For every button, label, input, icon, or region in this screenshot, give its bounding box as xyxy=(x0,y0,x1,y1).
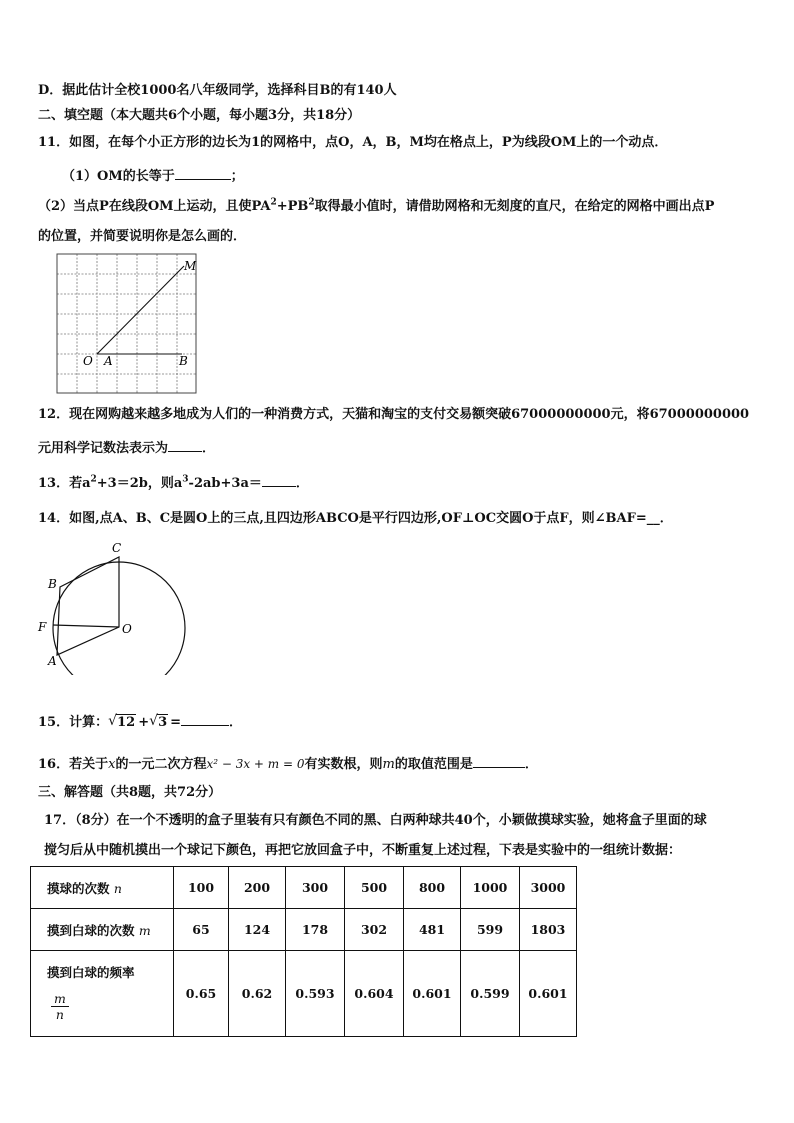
table-row xyxy=(31,909,577,951)
table-cell: 3000 xyxy=(520,867,577,909)
answer-blank[interactable] xyxy=(168,438,202,452)
label-f: F xyxy=(38,620,47,634)
table-cell: 200 xyxy=(229,867,286,909)
table-cell: 178 xyxy=(286,909,345,951)
label-o: O xyxy=(83,354,93,368)
table-cell: 1000 xyxy=(461,867,520,909)
option-d-text: D．据此估计全校1000名八年级同学，选择科目B的有140人 xyxy=(38,83,397,98)
answer-blank[interactable] xyxy=(175,166,231,180)
question-11-stem: 11．如图，在每个小正方形的边长为1的网格中，点O，A，B，M均在格点上，P为线段OM上的一个动点． xyxy=(38,135,668,150)
table-cell: 500 xyxy=(345,867,404,909)
label-m: M xyxy=(184,259,197,273)
grid-figure xyxy=(54,252,200,396)
table-cell: 300 xyxy=(286,867,345,909)
label-c: C xyxy=(112,541,122,555)
answer-blank[interactable] xyxy=(262,473,296,487)
row-header: 摸到白球的频率 $\frac{m}{n}$ xyxy=(31,951,174,1037)
table-cell: 800 xyxy=(404,867,461,909)
label-o: O xyxy=(122,622,132,636)
table-cell: 481 xyxy=(404,909,461,951)
table-cell: 65 xyxy=(174,909,229,951)
table-cell: 0.604 xyxy=(345,951,404,1037)
data-table xyxy=(30,866,577,1037)
label-a: A xyxy=(48,654,57,668)
answer-blank[interactable] xyxy=(473,754,525,768)
table-cell: 100 xyxy=(174,867,229,909)
question-12-stem: 12．现在网购越来越多地成为人们的一种消费方式，天猫和淘宝的支付交易额突破67000000000元，将67000000000 xyxy=(38,407,750,422)
section-2-header: 二、填空题（本大题共6个小题，每小题3分，共18分） xyxy=(38,108,361,123)
question-11-part2: （2）当点P在线段OM上运动，且使$PA^2+PB^2$取得最小值时，请借助网格和无刻度的直尺，在给定的网格中画出点P xyxy=(38,197,715,214)
circle-figure xyxy=(34,537,190,675)
question-11-part2-cont: 的位置，并简要说明你是怎么画的． xyxy=(38,229,247,244)
table-cell: 0.62 xyxy=(229,951,286,1037)
question-15: 15．计算： √ 12 + √ 3 = ． xyxy=(38,713,243,730)
table-cell: 0.599 xyxy=(461,951,520,1037)
table-cell: 1803 xyxy=(520,909,577,951)
table-cell: 0.601 xyxy=(520,951,577,1037)
label-b: B xyxy=(48,577,57,591)
row-header: 摸球的次数 n xyxy=(31,867,174,909)
table-cell: 0.65 xyxy=(174,951,229,1037)
table-row xyxy=(31,867,577,909)
question-13: 13．若$a^2+3=2b$，则$a^3-2ab+3a=$ ． xyxy=(38,474,309,491)
section-3-header: 三、解答题（共8题，共72分） xyxy=(38,785,222,800)
row-header: 摸到白球的次数 m xyxy=(31,909,174,951)
question-17-stem: 17．（8分）在一个不透明的盒子里装有只有颜色不同的黑、白两种球共40个，小颖做摸球实验，她将盒子里面的球 xyxy=(44,813,707,828)
question-11-part1: （1）OM的长等于 ； xyxy=(62,166,244,186)
table-cell: 0.593 xyxy=(286,951,345,1037)
table-row xyxy=(31,951,577,1037)
question-12-cont: 元用科学记数法表示为 ． xyxy=(38,438,215,458)
table-cell: 302 xyxy=(345,909,404,951)
question-16: 16．若关于x的一元二次方程x² − 3x + m = 0有实数根，则m的取值范围是 ． xyxy=(38,754,538,774)
answer-blank[interactable] xyxy=(181,712,229,726)
question-14: 14．如图,点A、B、C是圆O上的三点,且四边形ABCO是平行四边形,OF⊥OC交圆O于点F，则∠BAF=__． xyxy=(38,511,673,526)
table-cell: 599 xyxy=(461,909,520,951)
label-a: A xyxy=(104,354,113,368)
table-cell: 124 xyxy=(229,909,286,951)
question-17-cont: 搅匀后从中随机摸出一个球记下颜色，再把它放回盒子中，不断重复上述过程，下表是实验中的一组统计数据： xyxy=(44,843,682,858)
label-b: B xyxy=(179,354,188,368)
table-cell: 0.601 xyxy=(404,951,461,1037)
